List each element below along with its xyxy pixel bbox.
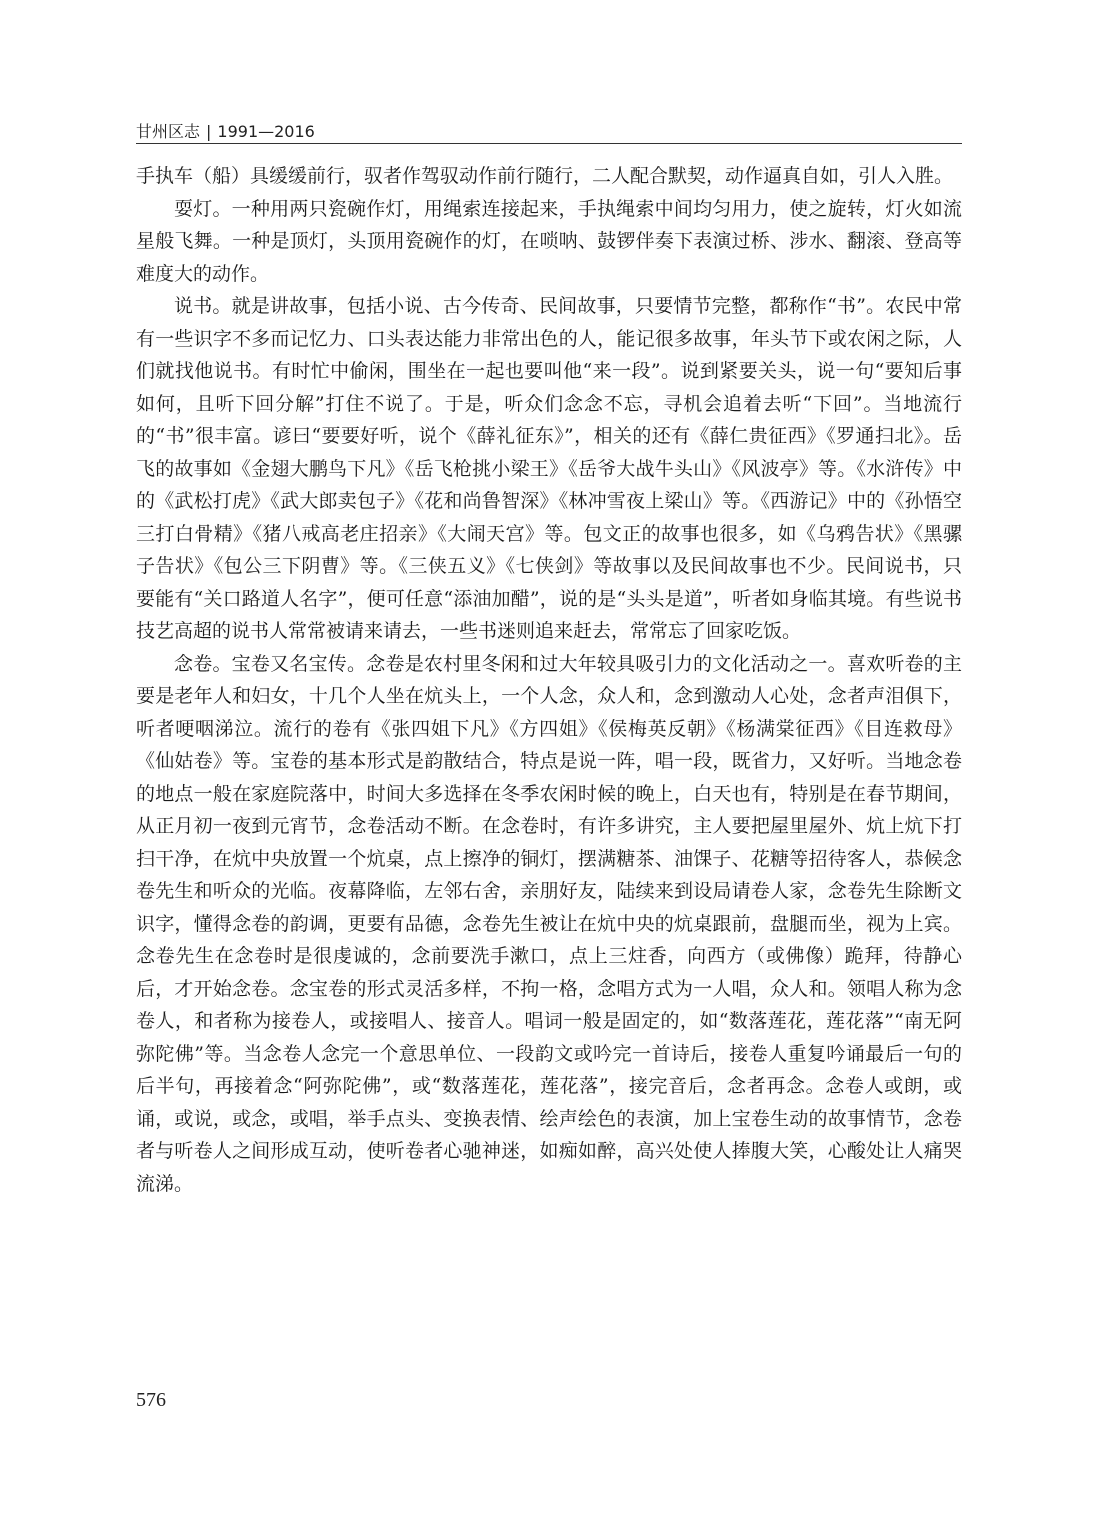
page-number: 576 <box>136 1389 166 1411</box>
header-separator: | <box>206 122 212 141</box>
header-rule <box>136 143 962 144</box>
paragraph-continuation: 手执车（船）具缓缓前行，驭者作驾驭动作前行随行，二人配合默契，动作逼真自如，引人入胜。 <box>136 165 954 187</box>
paragraph-shuoshu: 说书。就是讲故事，包括小说、古今传奇、民间故事，只要情节完整，都称作“书”。农民中常有一些识字不多而记忆力、口头表达能力非常出色的人，能记很多故事，年头节下或农闲之际，人们就找他说书。有时忙中偷闲，围坐在一起也要叫他“来一段”。说到紧要关头，说一句“要知后事如何，且听下回分解”打住不说了。于是，听众们念念不忘，寻机会追着去听“下回”。当地流行的“书”很丰富。谚曰“要要好听，说个《薛礼征东》”，相关的还有《薛仁贵征西》《罗通扫北》。岳飞的故事如《金翅大鹏鸟下凡》《岳飞枪挑小梁王》《岳爷大战牛头山》《风波亭》等。《水浒传》中的《武松打虎》《武大郎卖包子》《花和尚鲁智深》《林冲雪夜上梁山》等。《西游记》中的《孙悟空三打白骨精》《猪八戒高老庄招亲》《大闹天宫》等。包文正的故事也很多，如《乌鸦告状》《黑骡子告状》《包公三下阴曹》等。《三侠五义》《七侠剑》等故事以及民间故事也不少。民间说书，只要能有“关口路道人名字”，便可任意“添油加醋”，说的是“头头是道”，听者如身临其境。有些说书技艺高超的说书人常常被请来请去，一些书迷则追来赶去，常常忘了回家吃饭。 <box>136 295 962 642</box>
book-title: 甘州区志 <box>136 122 201 141</box>
paragraph-shuadeng: 耍灯。一种用两只瓷碗作灯，用绳索连接起来，手执绳索中间均匀用力，使之旋转，灯火如流星般飞舞。一种是顶灯，头顶用瓷碗作的灯，在唢呐、鼓锣伴奏下表演过桥、涉水、翻滚、登高等难度大的动作。 <box>136 197 962 285</box>
body-text <box>136 160 962 1200</box>
year-range: 1991—2016 <box>217 122 315 141</box>
paragraph-nianjuan: 念卷。宝卷又名宝传。念卷是农村里冬闲和过大年较具吸引力的文化活动之一。喜欢听卷的主要是老年人和妇女，十几个人坐在炕头上，一个人念，众人和，念到激动人心处，念者声泪俱下，听者哽咽涕泣。流行的卷有《张四姐下凡》《方四姐》《侯梅英反朝》《杨满棠征西》《目连救母》《仙姑卷》等。宝卷的基本形式是韵散结合，特点是说一阵，唱一段，既省力，又好听。当地念卷的地点一般在家庭院落中，时间大多选择在冬季农闲时候的晚上，白天也有，特别是在春节期间，从正月初一夜到元宵节，念卷活动不断。在念卷时，有许多讲究，主人要把屋里屋外、炕上炕下打扫干净，在炕中央放置一个炕桌，点上擦净的铜灯，摆满糖茶、油馃子、花糖等招待客人，恭候念卷先生和听众的光临。夜幕降临，左邻右舍，亲朋好友，陆续来到设局请卷人家，念卷先生除断文识字，懂得念卷的韵调，更要有品德，念卷先生被让在炕中央的炕桌跟前，盘腿而坐，视为上宾。念卷先生在念卷时是很虔诚的，念前要洗手漱口，点上三炷香，向西方（或佛像）跪拜，待静心后，才开始念卷。念宝卷的形式灵活多样，不拘一格，念唱方式为一人唱，众人和。领唱人称为念卷人，和者称为接卷人，或接唱人、接音人。唱词一般是固定的，如“数落莲花，莲花落”“南无阿弥陀佛”等。当念卷人念完一个意思单位、一段韵文或吟完一首诗后，接卷人重复吟诵最后一句的后半句，再接着念“阿弥陀佛”，或“数落莲花，莲花落”，接完音后，念者再念。念卷人或朗，或诵，或说，或念，或唱，举手点头、变换表情、绘声绘色的表演，加上宝卷生动的故事情节，念卷者与听卷人之间形成互动，使听卷者心驰神迷，如痴如醉，高兴处使人捧腹大笑，心酸处让人痛哭流涕。 <box>136 652 962 1195</box>
